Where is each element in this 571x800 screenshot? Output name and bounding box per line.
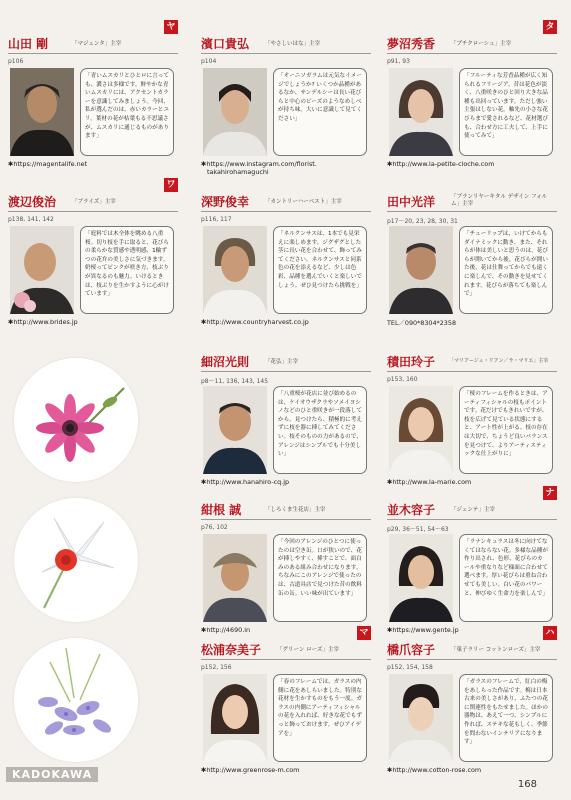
page-references: p17〜20, 23, 28, 30, 31 bbox=[387, 218, 458, 225]
profile-name: 深野俊幸 bbox=[201, 195, 250, 209]
page-number: 168 bbox=[517, 779, 537, 790]
profile-shop: 「グリーン ローズ」主宰 bbox=[277, 647, 339, 653]
profile-shop: 「マジェンタ」主宰 bbox=[72, 41, 122, 47]
profile-url-continued[interactable]: takahirohamaguchi bbox=[207, 168, 269, 176]
profile-shop: 「カントリーハーベスト」主宰 bbox=[265, 199, 342, 205]
profile-name: 夢沼秀香 bbox=[387, 37, 436, 51]
portrait-photo bbox=[203, 68, 267, 156]
portrait-photo bbox=[203, 534, 267, 622]
kana-index-tab: ワ bbox=[164, 178, 178, 192]
page-references: p152, 156 bbox=[201, 664, 232, 671]
portrait-photo bbox=[389, 226, 453, 314]
profile-shop: 「ブランリヤーキタル デザイン フォルム」主宰 bbox=[451, 194, 548, 207]
page-references: p152, 154, 158 bbox=[387, 664, 433, 671]
profile-name: 橋爪容子 bbox=[387, 643, 436, 657]
profile-hamaguchi bbox=[201, 34, 371, 176]
profile-header bbox=[387, 352, 557, 372]
profile-name: 細沼光則 bbox=[201, 355, 250, 369]
profile-name: 積田玲子 bbox=[387, 355, 436, 369]
page-references: p116, 117 bbox=[201, 216, 232, 223]
page-references: p153, 160 bbox=[387, 376, 418, 383]
profile-shop: 「菓子ラリー コットンローズ」主宰 bbox=[451, 647, 541, 653]
profile-header bbox=[387, 488, 557, 520]
profile-url[interactable]: ✱https://www.instagram.com/florist. bbox=[201, 160, 317, 168]
profile-yumenuma bbox=[387, 22, 557, 168]
comment-bubble: 「ガラスのフレームで、紅白の梅をあしらった作品です。梅は日本古来の美しさがあり、ふたつの花に関連性をもたせました。ほかの器物は、あえて一つ、シンプルに作れば、ステキな花もしく、季節を問わないインテリアになります」 bbox=[459, 674, 553, 762]
comment-bubble: 「庭料では木全体を眺める八重桜。切り枝を手に取ると、花びらの柔らかな質感や透明感、1輪ずつの花弁の美しさに気づきます。奶桜ってピンクが咲き方、枝ぶりが異なるのも魅力。いけるときは、枝ぶりを生かすように心がけています」 bbox=[80, 226, 174, 314]
profile-hosonuma bbox=[201, 352, 371, 486]
comment-bubble: 「ネルクンサスは、1本でも見栄えに楽しめます。ジグザグとした茎に長い花を合わせて、飾ってみてください。ネルクンサスと同系色の花を添えるなど、少しは色彩、品種を選んでいくと楽しいでしょう。ぜひ見つけたら挑戦を」 bbox=[273, 226, 367, 314]
profile-tanaka bbox=[387, 192, 557, 327]
profile-name: 紺根 誠 bbox=[201, 503, 242, 517]
profile-url[interactable]: ✱http://www.brides.jp bbox=[8, 318, 78, 326]
profile-name: 松浦奈美子 bbox=[201, 643, 262, 657]
profile-url[interactable]: ✱http://www.greenrose-m.com bbox=[201, 766, 300, 774]
kana-index-tab: タ bbox=[543, 20, 557, 34]
comment-bubble: 「フルーティな芳香品種が広く知られるフリージア。昔は花色が淡く、八重咲きのひと回り大きな品種も出回っています。ただし強い主張はしない花。軸先の小さな花びらまで愛されるなど、花材選びも、合わせ方に工夫して、上手に使ってみて」 bbox=[459, 68, 553, 156]
portrait-photo bbox=[203, 674, 267, 762]
portrait-photo bbox=[203, 386, 267, 474]
profile-header bbox=[201, 500, 371, 520]
profile-shop: 「やさしいはな」主宰 bbox=[265, 41, 321, 47]
comment-bubble: 「春のフレームでは、ガラスの内側に花をあしらいました。特別な花材を生かすものをもう一度。ガラスの内側にアーティフィシャルの花を入れれば、好きな花でもずっと飾っておけます。ぜひアイデアを」 bbox=[273, 674, 367, 762]
comment-bubble: 「ラナンキュラスは冬に向けてなくてはならない花。多様な品種が作り出され、色形、花びらのカールや重なりなど様面に合わせて選べます。厚い花びらは重ね合わせても美しい。白い花のパワーと、伸びゆく生命力を楽しんで」 bbox=[459, 534, 553, 622]
profile-namiki bbox=[387, 488, 557, 634]
profile-contact: TEL／090*8304*2358 bbox=[387, 319, 457, 327]
profile-header bbox=[387, 192, 557, 212]
profile-url[interactable]: ✱https://www.gente.jp bbox=[387, 626, 459, 634]
blue-scilla-image bbox=[14, 638, 138, 762]
profile-shop: 「しろくま生花店」主宰 bbox=[265, 507, 326, 513]
profile-url[interactable]: ✱http://4690.in bbox=[201, 626, 251, 634]
portrait-photo bbox=[10, 226, 74, 314]
profile-url[interactable]: ✱http://www.la-petite-cloche.com bbox=[387, 160, 495, 168]
portrait-photo bbox=[389, 674, 453, 762]
profile-url[interactable]: ✱http://www.hanahiro-cq.jp bbox=[201, 478, 290, 486]
page-references: p8〜11, 136, 143, 145 bbox=[201, 378, 269, 385]
comment-bubble: 「今回のアレンジのひとつに使ったのは空き缶。口が狭いので、花が挿しやすく、挿すことで、面白みのある組み合わせになります。ちなみにこのアレンジで使ったのは、古道具店で見つけた昔の飲料缶の缶。いい味が出ています」 bbox=[273, 534, 367, 622]
portrait-photo bbox=[10, 68, 74, 156]
profile-shop: 「ブライズ」主宰 bbox=[72, 199, 116, 205]
comment-bubble: 「オーニソガラムは元気なイメージでしょうか? いくつか品種があるなか、サンデルシーは長い花びらと中心のビーズのようなめしべが持ち味。大いに意識して見てください」 bbox=[273, 68, 367, 156]
portrait-photo bbox=[389, 386, 453, 474]
profile-header bbox=[201, 192, 371, 212]
profile-url[interactable]: ✱https://magentalife.net bbox=[8, 160, 88, 168]
profile-url[interactable]: ✱http://www.countryharvest.co.jp bbox=[201, 318, 309, 326]
page-references: p91, 93 bbox=[387, 58, 410, 65]
publisher-logo: KADOKAWA bbox=[6, 767, 98, 782]
comment-bubble: 「チューリップは、いけてからもダイナミックに動き、また、それらが体は美しいと思うのは、花びらが開いてから後。花びらが開いた後、花は仕舞ってからでも遠くに楽しんで、その動きを見せてくれます。花びらが落ちても楽しんで」 bbox=[459, 226, 553, 314]
profile-yamada bbox=[8, 22, 178, 168]
portrait-photo bbox=[203, 226, 267, 314]
profile-konne bbox=[201, 500, 371, 634]
profile-name: 並木容子 bbox=[387, 503, 436, 517]
profile-url[interactable]: ✱http://www.la-marie.com bbox=[387, 478, 472, 486]
profile-shop: 「ジェンテ」主宰 bbox=[451, 507, 495, 513]
profile-name: 渡辺俊治 bbox=[8, 195, 57, 209]
kana-index-tab: ハ bbox=[543, 626, 557, 640]
profile-name: 山田 剛 bbox=[8, 37, 49, 51]
profile-shop: 「マリアージュ・リアン／ラ・マリエ」主宰 bbox=[449, 358, 549, 364]
profile-shop: 「プチクローシュ」主宰 bbox=[451, 41, 512, 47]
page-references: p138, 141, 142 bbox=[8, 216, 54, 223]
portrait-photo bbox=[389, 68, 453, 156]
profile-header bbox=[201, 352, 371, 372]
profile-url[interactable]: ✱http://www.cotton-rose.com bbox=[387, 766, 482, 774]
profile-watanabe bbox=[8, 180, 178, 326]
profile-name: 田中光洋 bbox=[387, 195, 436, 209]
profile-header bbox=[8, 180, 178, 212]
profile-header bbox=[387, 22, 557, 54]
portrait-photo bbox=[389, 534, 453, 622]
pink-ranunculus-image bbox=[14, 358, 138, 482]
page-references: p29, 36〜51, 54〜63 bbox=[387, 526, 449, 533]
comment-bubble: 「青いムスカリとひとロに言っても、濃さは多様です。鮮やかな青いムスカリには、アクセントカラーを意識してみましょう。今回、私が選んだのは、赤いカラーとユリ。葉材の花が枯葉もる不思議さが、ムスカリに通じるものがあります」 bbox=[80, 68, 174, 156]
page-references: p106 bbox=[8, 58, 24, 65]
profile-shop: 「花弘」主宰 bbox=[265, 359, 299, 365]
comment-bubble: 「八重桜が花店に並び始めるのは、ケイオウザクラやソメイヨシノなどのひと重咲きが一段落してから。見つけたら、積極的に考えずに枝を器に挿してみてください。枝そのものの力があるので、アレンジはシンプルでも十分美しい」 bbox=[273, 386, 367, 474]
page-references: p104 bbox=[201, 58, 217, 65]
profile-header bbox=[8, 22, 178, 54]
profile-name: 濱口貴弘 bbox=[201, 37, 250, 51]
kana-index-tab: マ bbox=[357, 626, 371, 640]
profile-fukano bbox=[201, 192, 371, 326]
profile-tsumita bbox=[387, 352, 557, 486]
white-lily-image bbox=[14, 498, 138, 622]
profile-header bbox=[201, 34, 371, 54]
comment-bubble: 「桜のフレームを作るときは、アーティフィシャルの枝もポイントです。花だけでもきれいですが、枝を広げて見ている状態にすると、アート性が上がる。枝の存在は大切で、ちょうど良いバランスを見つけて、よりアーティスティックな仕上がりに」 bbox=[459, 386, 553, 474]
kana-index-tab: ナ bbox=[543, 486, 557, 500]
kana-index-tab: ヤ bbox=[164, 20, 178, 34]
page-references: p76, 102 bbox=[201, 524, 228, 531]
